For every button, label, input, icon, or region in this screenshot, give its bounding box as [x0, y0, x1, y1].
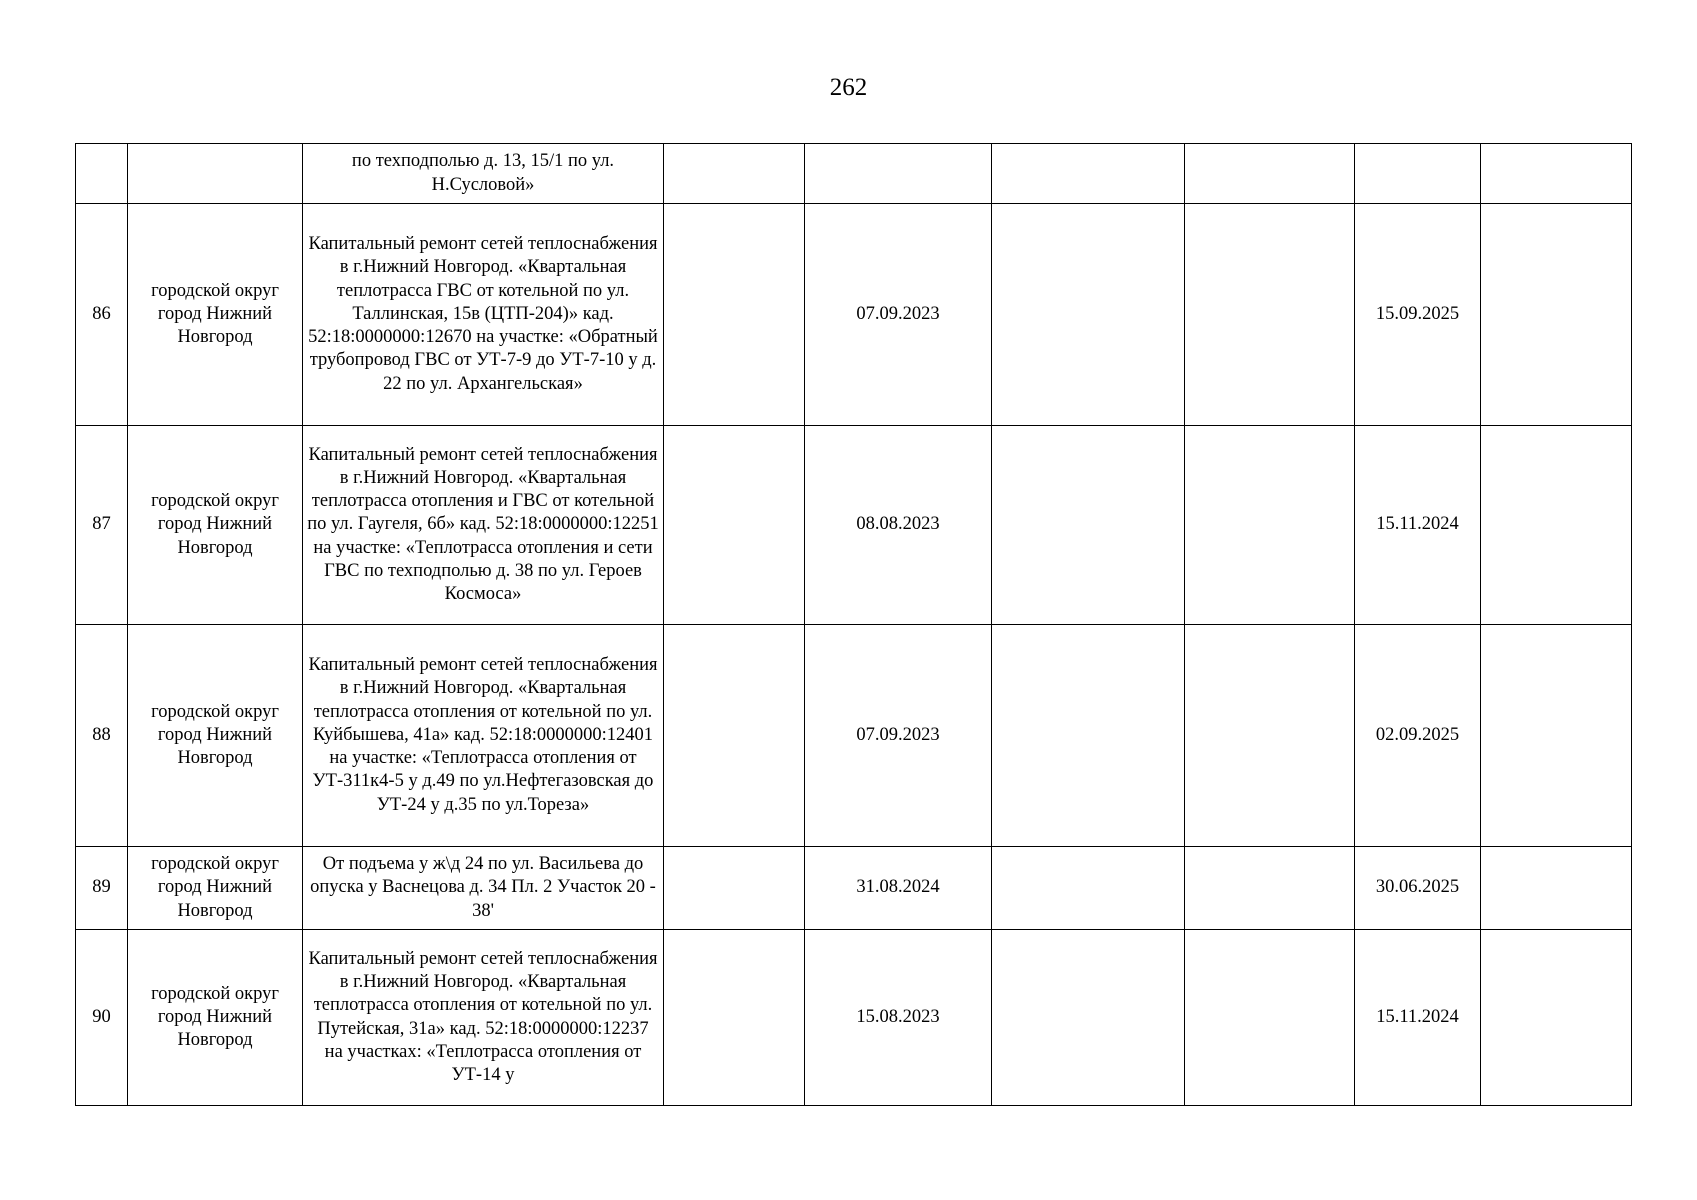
empty-cell — [1481, 426, 1632, 625]
district-cell — [128, 144, 303, 204]
row-number-cell: 89 — [76, 847, 128, 930]
end-date-cell: 15.11.2024 — [1355, 930, 1481, 1106]
empty-cell — [992, 204, 1185, 426]
empty-cell — [1185, 144, 1355, 204]
table-row — [76, 144, 1632, 204]
empty-cell — [992, 625, 1185, 847]
empty-cell — [992, 930, 1185, 1106]
empty-cell — [1481, 204, 1632, 426]
end-date-cell: 02.09.2025 — [1355, 625, 1481, 847]
district-cell: городской округ город Нижний Новгород — [128, 847, 303, 930]
empty-cell — [1185, 930, 1355, 1106]
empty-cell — [1481, 144, 1632, 204]
end-date-cell: 15.11.2024 — [1355, 426, 1481, 625]
start-date-cell: 15.08.2023 — [805, 930, 992, 1106]
empty-cell — [1185, 426, 1355, 625]
start-date-cell — [805, 144, 992, 204]
end-date-cell: 15.09.2025 — [1355, 204, 1481, 426]
empty-cell — [1481, 847, 1632, 930]
description-cell: Капитальный ремонт сетей теплоснабжения в г.Нижний Новгород. «Квартальная теплотрасса отопления от котельной по ул. Куйбышева, 41а» кад. 52:18:0000000:12401 на участке: «Теплотрасса отопления от УТ-311к4-5 у д.49 по ул.Нефтегазовская до УТ-24 у д.35 по ул.Тореза» — [303, 625, 664, 847]
empty-cell — [664, 204, 805, 426]
empty-cell — [992, 144, 1185, 204]
description-cell: Капитальный ремонт сетей теплоснабжения в г.Нижний Новгород. «Квартальная теплотрасса отопления и ГВС от котельной по ул. Гаугеля, 6б» кад. 52:18:0000000:12251 на участке: «Теплотрасса отопления и сети ГВС по техподполью д. 38 по ул. Героев Космоса» — [303, 426, 664, 625]
page-number: 262 — [829, 74, 868, 101]
table-row — [76, 204, 1632, 426]
row-number-cell: 90 — [76, 930, 128, 1106]
description-cell: по техподполью д. 13, 15/1 по ул. Н.Сусловой» — [303, 144, 664, 204]
works-table — [75, 143, 1632, 1106]
empty-cell — [664, 426, 805, 625]
district-cell: городской округ город Нижний Новгород — [128, 204, 303, 426]
table-row — [76, 625, 1632, 847]
row-number-cell: 88 — [76, 625, 128, 847]
description-cell: Капитальный ремонт сетей теплоснабжения в г.Нижний Новгород. «Квартальная теплотрасса отопления от котельной по ул. Путейская, 31а» кад. 52:18:0000000:12237 на участках: «Теплотрасса отопления от УТ-14 у — [303, 930, 664, 1106]
district-cell: городской округ город Нижний Новгород — [128, 930, 303, 1106]
district-cell: городской округ город Нижний Новгород — [128, 426, 303, 625]
empty-cell — [1185, 625, 1355, 847]
row-number-cell: 87 — [76, 426, 128, 625]
empty-cell — [664, 847, 805, 930]
empty-cell — [1481, 625, 1632, 847]
table-row — [76, 847, 1632, 930]
row-number-cell: 86 — [76, 204, 128, 426]
empty-cell — [664, 625, 805, 847]
end-date-cell: 30.06.2025 — [1355, 847, 1481, 930]
empty-cell — [664, 144, 805, 204]
empty-cell — [1185, 847, 1355, 930]
district-cell: городской округ город Нижний Новгород — [128, 625, 303, 847]
empty-cell — [992, 847, 1185, 930]
description-cell: Капитальный ремонт сетей теплоснабжения в г.Нижний Новгород. «Квартальная теплотрасса ГВС от котельной по ул. Таллинская, 15в (ЦТП-204)» кад. 52:18:0000000:12670 на участке: «Обратный трубопровод ГВС от УТ-7-9 до УТ-7-10 у д. 22 по ул. Архангельская» — [303, 204, 664, 426]
empty-cell — [992, 426, 1185, 625]
empty-cell — [664, 930, 805, 1106]
table-row — [76, 426, 1632, 625]
start-date-cell: 31.08.2024 — [805, 847, 992, 930]
start-date-cell: 07.09.2023 — [805, 204, 992, 426]
end-date-cell — [1355, 144, 1481, 204]
table-row — [76, 930, 1632, 1106]
empty-cell — [1185, 204, 1355, 426]
description-cell: От подъема у ж\д 24 по ул. Васильева до опуска у Васнецова д. 34 Пл. 2 Участок 20 - 38' — [303, 847, 664, 930]
start-date-cell: 07.09.2023 — [805, 625, 992, 847]
empty-cell — [1481, 930, 1632, 1106]
row-number-cell — [76, 144, 128, 204]
start-date-cell: 08.08.2023 — [805, 426, 992, 625]
